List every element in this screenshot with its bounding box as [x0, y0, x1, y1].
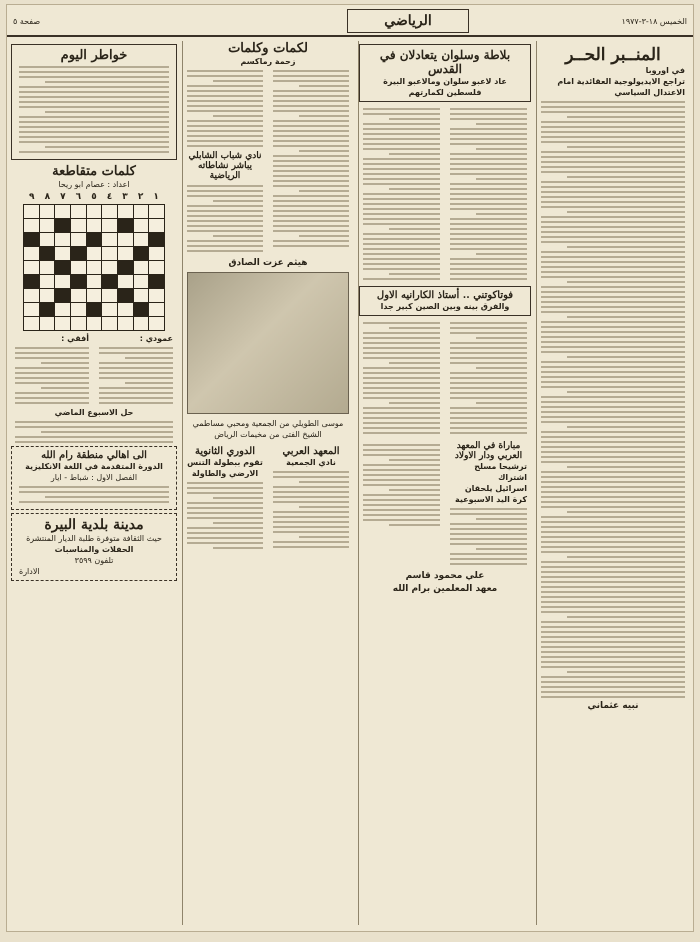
- crossword-number: ٤: [106, 192, 113, 202]
- match-article: [446, 441, 531, 568]
- park-advertisement: [11, 513, 177, 581]
- match-author-affiliation: معهد المعلمين برام الله: [392, 584, 498, 594]
- match-subtitle: ترشيحا مسلح اشتراك: [474, 462, 527, 482]
- solution-label: حل الاسبوع الماضي: [54, 408, 134, 417]
- editorial-author: نبيه عثماني: [587, 701, 639, 711]
- down-label: عمودي :: [139, 334, 173, 343]
- newspaper-page: [6, 4, 694, 932]
- banner-subtitle: عاد لاعبو سلوان ومالاعبو البيرة فلسطين لكمارتهم: [383, 77, 507, 97]
- league-title: الدوري الثانوية: [194, 446, 256, 457]
- banner-article: [359, 44, 531, 102]
- crossword-number: ٧: [60, 192, 66, 202]
- editorial-body: [537, 101, 689, 698]
- crossword-clues: [11, 333, 177, 407]
- feature-subtitle: زحمة رماكسم: [240, 57, 296, 66]
- crossword-numbers: [24, 192, 164, 202]
- banner-title: بلاطة وسلوان يتعادلان في القدس: [379, 48, 511, 76]
- ad-title: مدينة بلدية البيرة: [44, 517, 144, 533]
- photo-caption: موسى الطويلي من الجمعية ومحبي مساطمي الشيخ الفتى من مخيمات الرياض: [192, 419, 344, 439]
- crossword-number: ٦: [75, 192, 82, 202]
- thoughts-box: [11, 44, 177, 160]
- crossword-number: ٢: [137, 192, 144, 202]
- match-title: مباراة في المعهد العربي ودار الاولاد: [454, 441, 523, 461]
- karate-title: فوتاكوتني .. أستاذ الكارانيه الاول: [376, 290, 514, 301]
- league-subtitle: تقوم ببطولة التنس الارضي والطاولة: [187, 458, 263, 478]
- editorial-column: [536, 41, 689, 925]
- newspaper-logo: الرياضي: [347, 9, 469, 33]
- crossword-author: اعداد : عصام ابو ريحا: [58, 180, 130, 189]
- language-course-notice: [11, 446, 177, 510]
- editorial-title: المنــبر الحــر: [565, 45, 661, 65]
- editorial-subtitle: في اوروبا: [645, 66, 685, 75]
- ad-subtitle: حيث الثقافة متوفرة طلبة الديار المنتشرة: [26, 534, 162, 543]
- crossword-number: ٥: [91, 192, 97, 202]
- notice-line: الفصل الاول : شباط - ايار: [50, 473, 138, 482]
- across-label: أفقي :: [61, 334, 89, 343]
- ad-phone: تلفون ٣٥٩٩: [74, 556, 114, 565]
- features-column: [182, 41, 353, 925]
- banner-body: [359, 105, 531, 283]
- match-author: علي محمود قاسم: [405, 571, 485, 581]
- match-article-body: [359, 441, 444, 568]
- page-number: صفحة ٥: [13, 17, 41, 26]
- lower-features: [183, 446, 353, 552]
- institute-article: [269, 446, 353, 552]
- league-article: [183, 446, 267, 552]
- crossword-title: كلمات متقاطعة: [52, 164, 136, 179]
- institute-subtitle: نادي الجمعية: [286, 458, 336, 467]
- crossword-number: ٩: [29, 192, 35, 202]
- lower-articles: [359, 441, 531, 568]
- feature-title: لكمات وكلمات: [228, 41, 308, 56]
- crossword-grid: [23, 204, 165, 331]
- crossword-number: ١: [153, 192, 159, 202]
- feature-author: هيثم عزت الصادق: [228, 258, 308, 268]
- karate-article: [359, 286, 531, 316]
- karate-body: [359, 319, 531, 437]
- issue-date: الخميس ١٨-٣-١٩٧٧: [621, 17, 687, 26]
- ad-footer: الادارة: [19, 567, 40, 576]
- thoughts-title: خواطر اليوم: [60, 48, 128, 63]
- club-title: نادي شباب الشابلي يباشر نشاطاته الرياضية: [188, 151, 262, 181]
- match-reports-column: [358, 41, 531, 925]
- notice-subtitle: الدورة المتقدمة في اللغة الانكليزية: [25, 462, 163, 471]
- news-photo: [187, 272, 349, 414]
- institute-title: المعهد العربي: [282, 446, 340, 457]
- ad-line: الحفلات والمناسبات: [54, 545, 134, 554]
- crossword-number: ٨: [44, 192, 51, 202]
- feature-body: [183, 67, 353, 255]
- puzzle-column: [11, 41, 177, 925]
- match-subtitle-2: اسرائيل يلحقان كرة اليد الاسبوعية: [455, 484, 527, 504]
- karate-subtitle: والفرق بينه وبين الصين كبير جدا: [380, 302, 510, 311]
- masthead: [7, 5, 693, 37]
- notice-title: الى اهالي منطقة رام الله: [41, 450, 147, 461]
- editorial-lead: تراجع الايديولوجية العقائدية امام الاعتدال السياسي: [557, 77, 685, 97]
- crossword-number: ٣: [122, 192, 128, 202]
